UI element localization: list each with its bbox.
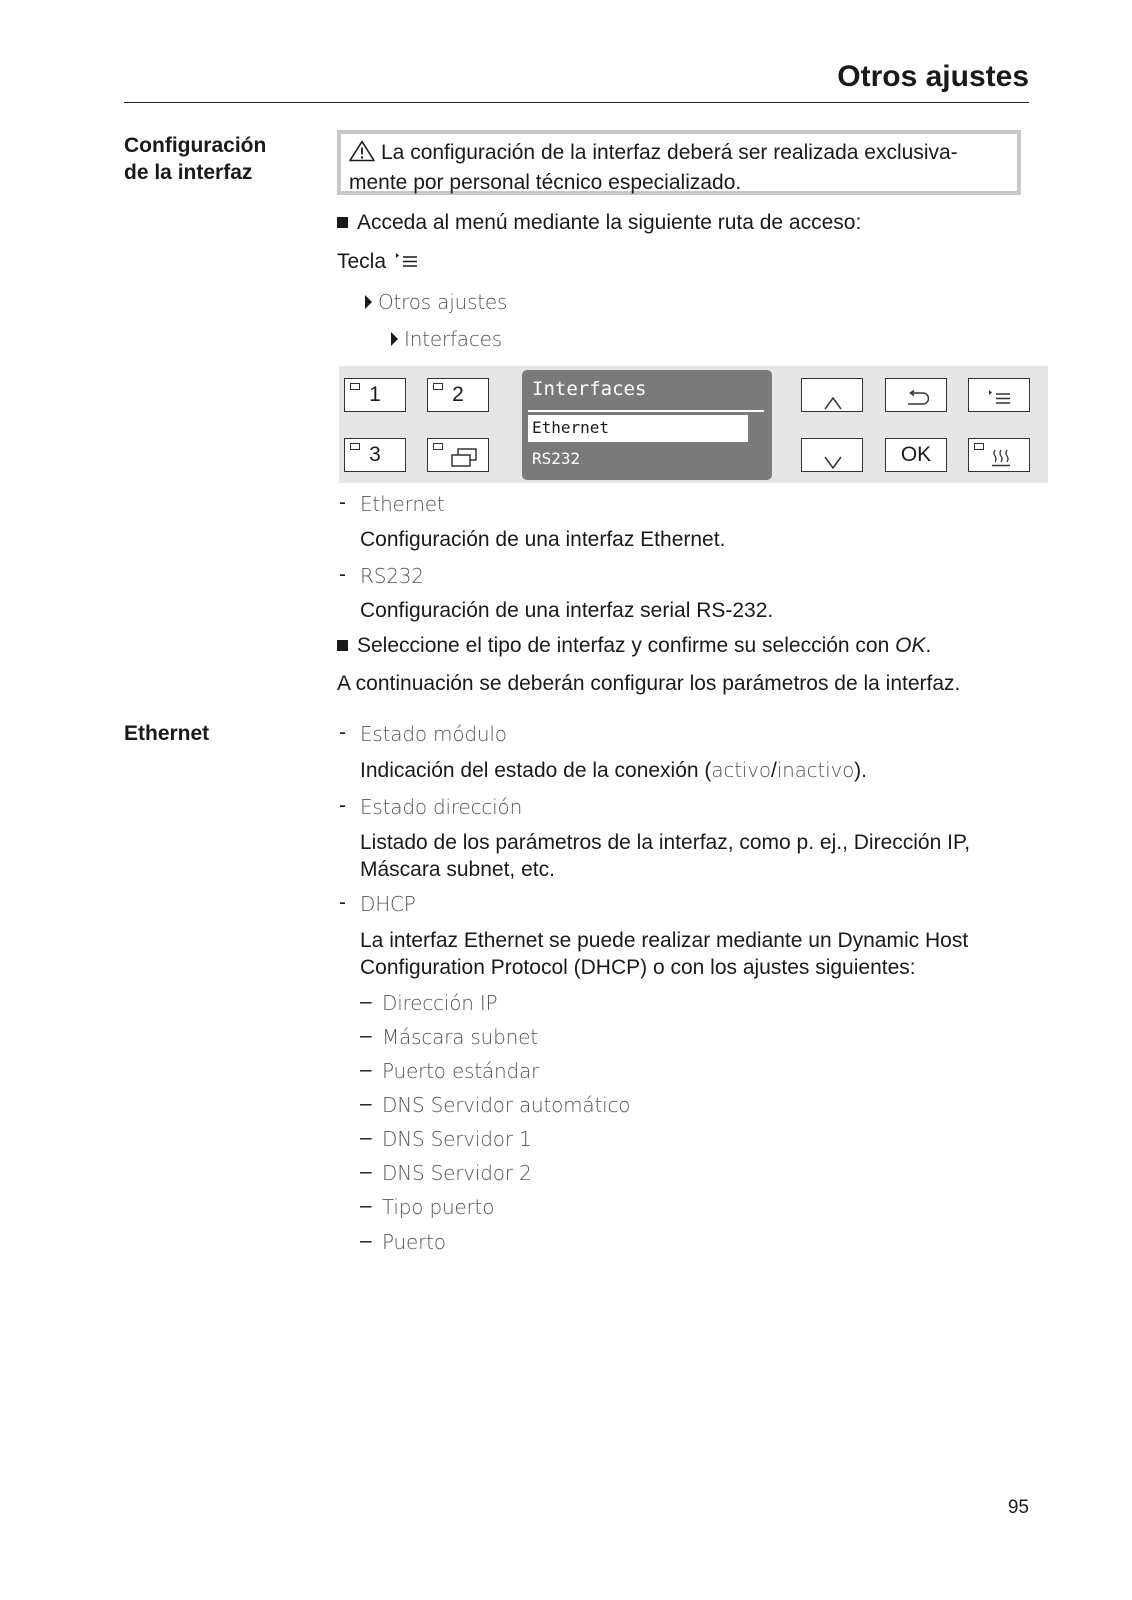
desc-line-2: Máscara subnet, etc. bbox=[360, 858, 555, 881]
led-indicator bbox=[974, 443, 984, 450]
step-access-menu bbox=[337, 209, 861, 236]
page-header-title: Otros ajustes bbox=[837, 60, 1029, 93]
key-3-label: 3 bbox=[369, 443, 381, 466]
desc-end: ). bbox=[854, 759, 867, 782]
section-title-line1: Configuración bbox=[124, 134, 267, 157]
screen-item-selected: Ethernet bbox=[532, 418, 610, 437]
option-rs232-desc: Configuración de una interfaz serial RS-232. bbox=[360, 599, 774, 622]
setting-item: Puerto estándar bbox=[382, 1059, 540, 1083]
endash-bullet: – bbox=[360, 1126, 372, 1149]
dash-bullet: - bbox=[339, 721, 346, 744]
section-title-interface-config bbox=[124, 132, 266, 186]
triangle-right-icon bbox=[391, 332, 398, 346]
page-number: 95 bbox=[1007, 1497, 1029, 1518]
item-estado-direccion-desc bbox=[360, 829, 970, 883]
item-estado-modulo-name: Estado módulo bbox=[360, 722, 507, 746]
desc-activo: activo bbox=[711, 758, 771, 782]
desc-line-1: Listado de los parámetros de la interfaz, como p. ej., Dirección IP, bbox=[360, 831, 971, 854]
key-2-button bbox=[427, 378, 489, 412]
setting-item: DNS Servidor 1 bbox=[382, 1127, 532, 1151]
endash-bullet: – bbox=[360, 1194, 372, 1217]
up-key-button bbox=[801, 378, 863, 412]
step-select-ok: OK bbox=[895, 634, 926, 657]
setting-item: Dirección IP bbox=[382, 991, 498, 1015]
drying-steam-icon bbox=[991, 446, 1011, 478]
item-dhcp-desc bbox=[360, 927, 968, 981]
desc-slash: / bbox=[770, 759, 777, 782]
conclusion-text: A continuación se deberán configurar los parámetros de la interfaz. bbox=[337, 672, 961, 695]
menu-path-key-label: Tecla bbox=[337, 250, 387, 273]
back-key-button bbox=[885, 378, 947, 412]
setting-item: DNS Servidor 2 bbox=[382, 1161, 532, 1185]
menu-path-level-2 bbox=[391, 327, 502, 351]
desc-inactivo: inactivo bbox=[776, 758, 855, 782]
square-bullet-icon bbox=[337, 640, 348, 651]
screen-item-2: RS232 bbox=[532, 449, 581, 468]
setting-item: Puerto bbox=[382, 1230, 446, 1254]
menu-key-icon bbox=[394, 250, 420, 277]
step-select-text: Seleccione el tipo de interfaz y confirme su selección con bbox=[357, 634, 896, 657]
dash-bullet: - bbox=[339, 794, 346, 817]
key-1-label: 1 bbox=[369, 383, 381, 406]
down-key-button bbox=[801, 438, 863, 472]
screen-title: Interfaces bbox=[532, 378, 647, 400]
header-divider bbox=[124, 102, 1029, 103]
setting-item: DNS Servidor automático bbox=[382, 1093, 631, 1117]
key-3-button bbox=[344, 438, 406, 472]
dash-bullet: - bbox=[339, 491, 346, 514]
item-estado-direccion-name: Estado dirección bbox=[360, 795, 523, 819]
endash-bullet: – bbox=[360, 1229, 372, 1252]
step-select-end: . bbox=[925, 634, 932, 657]
warning-triangle-icon bbox=[349, 140, 375, 169]
warning-text bbox=[349, 139, 1009, 196]
menu-path-level-2-text: Interfaces bbox=[404, 327, 502, 351]
windows-icon bbox=[450, 446, 478, 478]
step-select-interface bbox=[337, 632, 931, 659]
dash-bullet: - bbox=[339, 891, 346, 914]
screen-title-underline bbox=[528, 410, 764, 412]
warning-line-1: La configuración de la interfaz deberá ser realizada exclusiva- bbox=[381, 141, 958, 164]
square-bullet-icon bbox=[337, 217, 348, 228]
endash-bullet: – bbox=[360, 1058, 372, 1081]
desc-text: Indicación del estado de la conexión ( bbox=[360, 759, 712, 782]
dash-bullet: - bbox=[339, 563, 346, 586]
triangle-right-icon bbox=[365, 295, 372, 309]
setting-item: Máscara subnet bbox=[382, 1025, 538, 1049]
ok-key-button bbox=[885, 438, 947, 472]
section-title-line2: de la interfaz bbox=[124, 161, 253, 184]
item-dhcp-name: DHCP bbox=[360, 892, 416, 916]
key-1-button bbox=[344, 378, 406, 412]
desc-line-1: La interfaz Ethernet se puede realizar mediante un Dynamic Host bbox=[360, 929, 969, 952]
endash-bullet: – bbox=[360, 1160, 372, 1183]
back-arrow-icon bbox=[905, 386, 929, 418]
menu-path-key bbox=[337, 248, 420, 277]
chevron-down-icon bbox=[824, 448, 842, 480]
menu-path-level-1-text: Otros ajustes bbox=[378, 290, 508, 314]
key-2-label: 2 bbox=[452, 383, 464, 406]
step-access-menu-text: Acceda al menú mediante la siguiente ruta de acceso: bbox=[357, 211, 862, 234]
endash-bullet: – bbox=[360, 1024, 372, 1047]
endash-bullet: – bbox=[360, 1092, 372, 1115]
desc-line-2: Configuration Protocol (DHCP) o con los ajustes siguientes: bbox=[360, 956, 916, 979]
ok-key-label: OK bbox=[900, 443, 932, 466]
section-title-ethernet: Ethernet bbox=[124, 722, 210, 745]
chevron-up-icon bbox=[824, 388, 842, 420]
control-panel-illustration bbox=[339, 366, 1048, 483]
option-rs232-name: RS232 bbox=[360, 564, 424, 588]
option-ethernet-name: Ethernet bbox=[360, 492, 445, 516]
menu-key-icon bbox=[987, 385, 1013, 417]
display-screen bbox=[522, 370, 772, 480]
menu-key-button bbox=[968, 378, 1030, 412]
warning-line-2: mente por personal técnico especializado. bbox=[349, 171, 742, 194]
drying-key-button bbox=[968, 438, 1030, 472]
menu-path-level-1 bbox=[365, 290, 507, 314]
endash-bullet: – bbox=[360, 990, 372, 1013]
item-estado-modulo-desc bbox=[360, 757, 867, 784]
multi-window-key-button bbox=[427, 438, 489, 472]
setting-item: Tipo puerto bbox=[382, 1195, 495, 1219]
led-indicator bbox=[433, 443, 443, 450]
option-ethernet-desc: Configuración de una interfaz Ethernet. bbox=[360, 528, 726, 551]
